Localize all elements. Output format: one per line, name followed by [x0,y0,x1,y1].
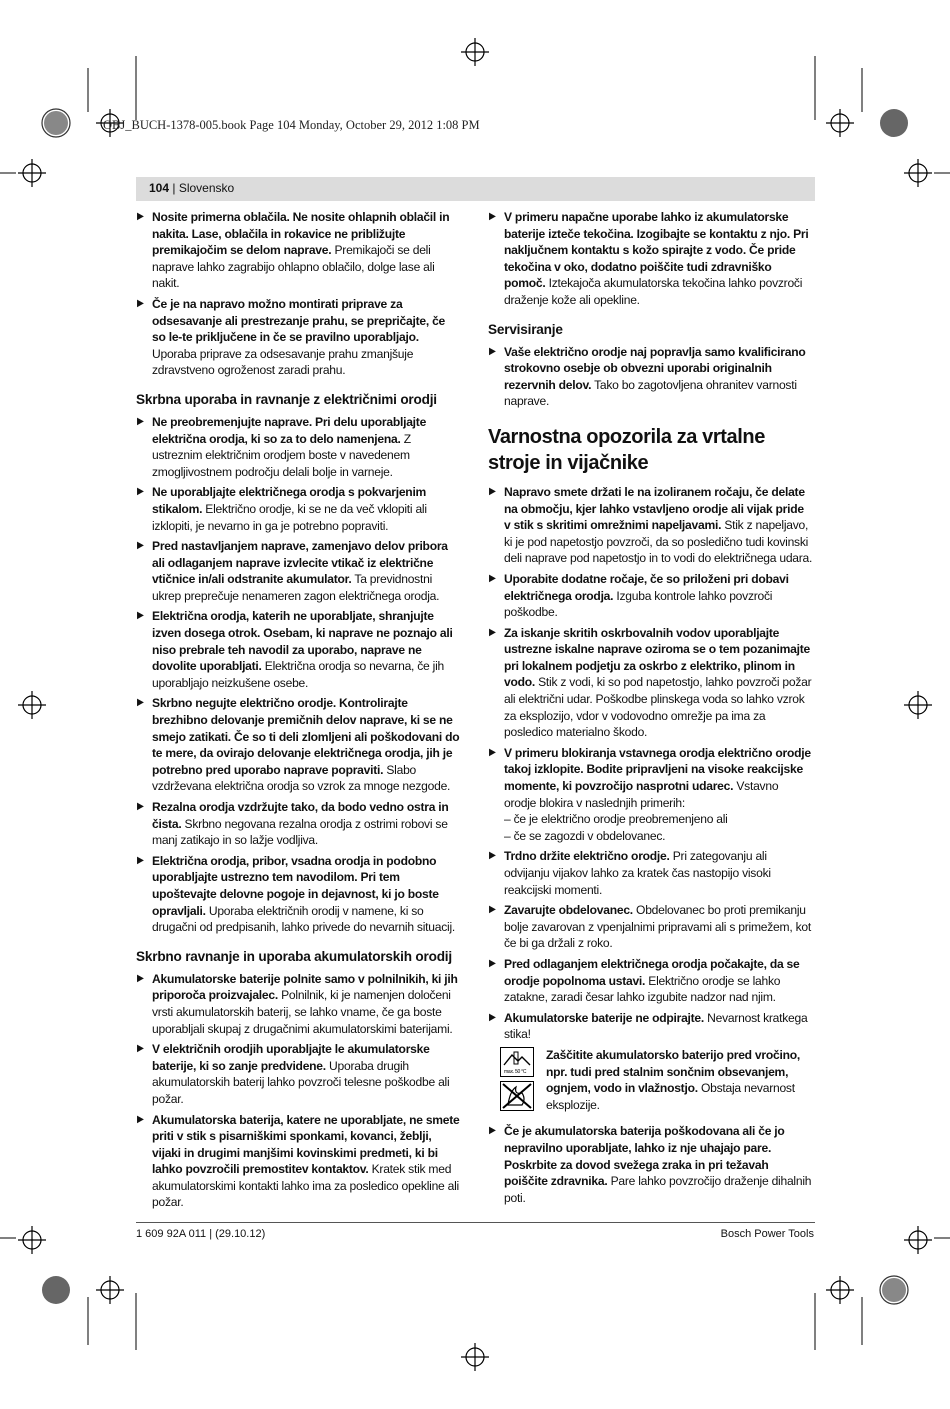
bullet-triangle-icon: ▶ [489,746,496,758]
bullet-triangle-icon: ▶ [137,211,144,222]
bullet-item: ▶ V primeru blokiranja vstavnega orodja električno orodje takoj izklopite. Bodite pripravljeni na visoke reakcijske momente, ki povzročijo nasprotni udarec. Vstavno orodje blokira v naslednjih primerih: – če je električno orodje preobremenjeno ali – če se zagozdi v obdelovanec. [488,745,813,845]
section-heading: Servisiranje [488,321,563,337]
bullet-triangle-icon: ▶ [137,486,144,498]
bullet-triangle-icon: ▶ [489,572,496,584]
bullet-triangle-icon: ▶ [137,1113,144,1125]
bullet-triangle-icon: ▶ [489,1011,496,1023]
right-column [488,209,813,1210]
bullet-item: ▶ Napravo smete držati le na izoliranem ročaju, če delate na območju, kjer lahko vstavljeno orodje ali vijak pride v stik s skritimi omrežnimi napeljavami. Stik z napeljavo, ki je pod napetostjo povzroči, da so posledično tudi kovinski deli naprave pod napetostjo in to vodi do električnega udara. [489,484,813,566]
bullet-triangle-icon: ▶ [137,801,144,812]
bullet-triangle-icon: ▶ [489,485,496,497]
bullet-item: ▶ Pred nastavljanjem naprave, zamenjavo delov pribora ali odlaganjem naprave izvlecite vtikač iz električne vtičnice in/ali odstranite akumulator. Ta previdnostni ukrep preprečuje nenameren zagon električnega orodja. [137,539,448,603]
bullet-triangle-icon: ▶ [137,415,144,427]
svg-text:max. 50 °C: max. 50 °C [504,1068,527,1075]
dash-item: – če je električno orodje preobremenjeno ali [504,812,728,827]
bullet-triangle-icon: ▶ [137,610,144,622]
bullet-item: ▶ Uporabite dodatne ročaje, če so priloženi pri dobavi električnega orodja. Izguba kontrole lahko povzroči poškodbe. [489,571,789,620]
bullet-triangle-icon: ▶ [489,345,496,357]
page-header: 104 | Slovensko [136,177,815,201]
bullet-item: ▶ Ne preobremenjujte naprave. Pri delu uporabljajte električna orodja, ki so za to delo namenjena. Z ustreznim električnim orodjem boste v navedenem zmogljivostnem področju delali bolje in varneje. [137,414,427,479]
bullet-item: ▶ Za iskanje skritih oskrbovalnih vodov uporabljajte ustrezne iskalne naprave oziroma se o tem pozanimajte pri lokalnem podjetju za oskrbo z elektriko, plinom in vodo. Stik z vodi, ki so pod napetostjo, lahko povzroči požar ali električni udar. Poškodbe plinskega voda so lahko vzrok za eksplozijo, vdor v vodovodno omrežje pa ima za posledico materialno škodo. [489,625,812,740]
bullet-triangle-icon: ▶ [137,854,144,866]
bullet-item: ▶ Nosite primerna oblačila. Ne nosite ohlapnih oblačil in nakita. Lase, oblačila in rokavice ne približujte premikajočim se delom naprave. Premikajoči se deli naprave lahko zagrabijo ohlapno oblačilo, dolge lase ali nakit. [137,210,450,291]
bullet-item: ▶ Električna orodja, katerih ne uporabljate, shranjujte izven dosega otrok. Osebam, ki naprave ne poznajo ali niso prebrale teh navodil za uporabo, naprave ne dovolite uporabljati. Električna orodja so nevarna, če jih uporabljajo neizkušene osebe. [137,609,453,690]
footer-code: 1 609 92A 011 | (29.10.12) [136,1228,266,1240]
heat-warning: max. 50 °C Zaščitite akumulatorsko baterijo pred vročino, npr. tudi pred stalnim sončnim obsevanjem, ognjem, vodo in vlažnostjo. Obstaja nevarnost eksplozije. [488,1047,813,1113]
bullet-item: ▶ Če je akumulatorska baterija poškodovana ali če jo nepravilno uporabljate, lahko iz nje uhajajo pare. Poskrbite za dovod svežega zraka in pri težavah poiščite zdravnika. Pare lahko povzročijo draženje dihalnih poti. [489,1124,812,1205]
bullet-triangle-icon: ▶ [137,1043,144,1055]
section-name: Slovensko [178,181,235,195]
bullet-item: ▶ Če je na napravo možno montirati priprave za odsesavanje ali prestrezanje prahu, se prepričajte, če so le-te priključene in če se pravilno uporabljajo. Uporaba priprave za odsesavanje prahu zmanjšuje zdravstveno ogroženost zaradi prahu. [137,296,446,378]
bullet-triangle-icon: ▶ [489,957,496,969]
left-column [136,209,461,1215]
bullet-item: ▶ Skrbno negujte električno orodje. Kontrolirajte brezhibno delovanje premičnih delov naprave, ki se ne smejo zatikati. Če so ti deli zlomljeni ali poškodovani do te mere, da ovirajo delovanje električnega orodja, jih je potrebno pred uporabo naprave popraviti. Slabo vzdrževana električna orodja so vzrok za mnoge nezgode. [137,696,460,794]
no-fire-water-icon [500,1081,534,1111]
section-heading: Skrbno ravnanje in uporaba akumulatorskih orodij [136,948,452,964]
section-heading: Skrbna uporaba in ravnanje z električnimi orodji [136,391,437,407]
footer-rule [136,1222,815,1223]
bullet-triangle-icon: ▶ [137,540,144,552]
bullet-item: ▶ Ne uporabljajte električnega orodja s pokvarjenim stikalom. Električno orodje, ki se ne da več vklopiti ali izklopiti, je nevarno in ga je potrebno popraviti. [137,485,427,533]
bullet-item: ▶ Zavarujte obdelovanec. Obdelovanec bo proti premikanju bolje zavarovan z vpenjalnimi pripravami ali s primežem, kot če bi ga držali z roko. [489,903,811,951]
bullet-triangle-icon: ▶ [137,297,144,309]
bullet-item: ▶ Rezalna orodja vzdržujte tako, da bodo vedno ostra in čista. Skrbno negovana rezalna orodja z ostrimi robovi se manj zatikajo in so lažje vodljiva. [137,800,449,848]
chapter-heading: Varnostna opozorila za vrtalne stroje in vijačnike [488,425,765,474]
bullet-triangle-icon: ▶ [137,697,144,709]
temperature-warning-icon [500,1047,534,1077]
bullet-item: ▶ Akumulatorske baterije polnite samo v polnilnikih, ki jih priporoča proizvajalec. Polnilnik, ki je namenjen določeni vrsti akumulatorskih baterij, se lahko vname, če ga boste uporabljali skupaj z drugačnimi akumulatorskimi baterijami. [137,971,458,1036]
page-number: 104 [149,181,170,195]
bullet-item: ▶ Električna orodja, pribor, vsadna orodja in podobno uporabljajte ustrezno tem navodilom. Pri tem upoštevajte delovne pogoje in dejavnost, ki jo boste opravljali. Uporaba električnih orodij v namene, ki so drugačni od predpisanih, lahko privede do nevarnih situacij. [137,853,455,935]
footer-brand: Bosch Power Tools [720,1228,814,1240]
bullet-triangle-icon: ▶ [489,626,496,638]
bullet-triangle-icon: ▶ [489,1125,496,1137]
bullet-item: ▶ Akumulatorske baterije ne odpirajte. Nevarnost kratkega stika! [489,1010,808,1042]
bullet-triangle-icon: ▶ [489,904,496,916]
bullet-item: ▶ Pred odlaganjem električnega orodja počakajte, da se orodje popolnoma ustavi. Električno orodje se lahko zatakne, zaradi česar lahko izgubite nadzor nad njim. [489,956,800,1005]
bullet-item: ▶ V primeru napačne uporabe lahko iz akumulatorske baterije izteče tekočina. Izogibajte se kontaktu z njo. Pri naključnem kontaktu s kožo spirajte z vodo. Če pride tekočina v oko, dodatno poiščite tudi zdravniško pomoč. Iztekajoča akumulatorska tekočina lahko povzroči draženje kože ali opekline. [489,210,809,307]
bullet-triangle-icon: ▶ [489,211,496,222]
dash-item: – če se zagozdi v obdelovanec. [504,828,666,843]
print-slug: OBJ_BUCH-1378-005.book Page 104 Monday, October 29, 2012 1:08 PM [103,118,480,132]
bullet-item: ▶ Akumulatorska baterija, katere ne uporabljate, ne smete priti v stik s pisarniškimi sponkami, kovanci, žeblji, vijaki in drugimi manjšimi kovinskimi predmeti, ki bi lahko povzročili premostitev kontaktov. Kratek stik med akumulatorskimi kontakti lahko ima za posledico opekline ali požar. [137,1112,460,1210]
bullet-item: ▶ V električnih orodjih uporabljajte le akumulatorske baterije, ki so zanje predvidene. Uporaba drugih akumulatorskih baterij lahko povzroči telesne poškodbe ali požar. [137,1042,450,1106]
bullet-item: ▶ Trdno držite električno orodje. Pri zategovanju ali odvijanju vijakov lahko za kratek čas nastopijo visoki reakcijski momenti. [489,849,771,897]
bullet-item: ▶ Vaše električno orodje naj popravlja samo kvalificirano strokovno osebje ob obvezni uporabi originalnih rezervnih delov. Tako bo zagotovljena ohranitev varnosti naprave. [489,344,806,409]
bullet-triangle-icon: ▶ [137,972,144,984]
bullet-triangle-icon: ▶ [489,850,496,862]
